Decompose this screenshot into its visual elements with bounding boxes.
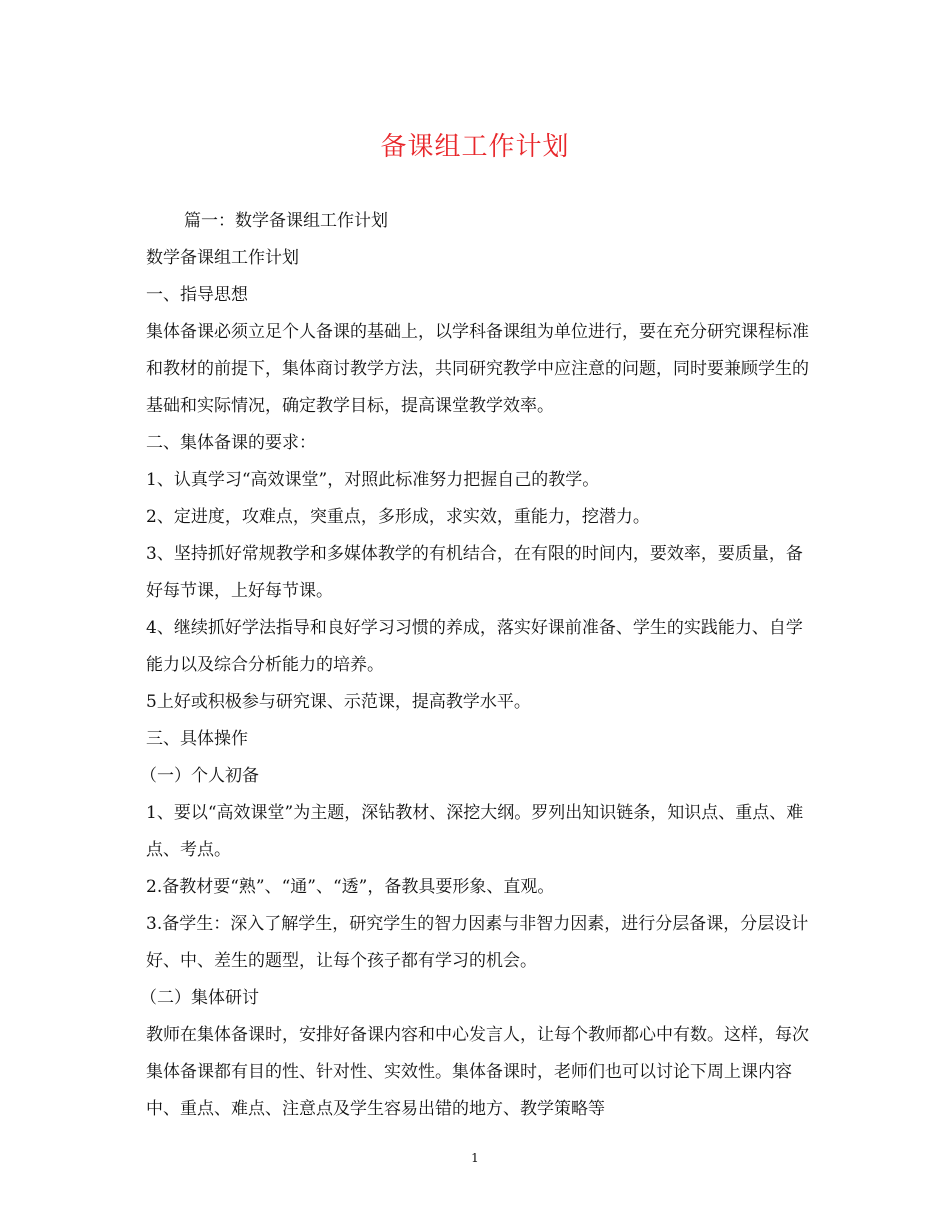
subsection-heading-1: （一）个人初备 (140, 766, 259, 786)
list-item: 3、坚持抓好常规教学和多媒体教学的有机结合，在有限的时间内，要效率，要质量，备好每节课，上好每节课。 (146, 544, 803, 601)
section-heading-1: 一、指导思想 (146, 285, 248, 305)
document-title: 备课组工作计划 (380, 132, 570, 162)
article-heading: 篇一：数学备课组工作计划 (184, 211, 388, 231)
list-item: 1、认真学习“高效课堂”，对照此标准努力把握自己的教学。 (146, 470, 600, 490)
paragraph: 教师在集体备课时，安排好备课内容和中心发言人，让每个教师都心中有数。这样，每次集体备课都有目的性、针对性、实效性。集体备课时，老师们也可以讨论下周上课内容中、重点、难点、注意点及学生容易出错的地方、教学策略等 (146, 1025, 809, 1119)
paragraph: 集体备课必须立足个人备课的基础上，以学科备课组为单位进行，要在充分研究课程标准和教材的前提下，集体商讨教学方法，共同研究教学中应注意的问题，同时要兼顾学生的基础和实际情况，确定教学目标，提高课堂教学效率。 (146, 322, 809, 416)
list-item: 1、要以“高效课堂”为主题，深钻教材、深挖大纲。罗列出知识链条，知识点、重点、难点、考点。 (146, 803, 804, 860)
plan-subtitle: 数学备课组工作计划 (146, 248, 299, 268)
list-item: 2.备教材要“熟”、“通”、“透”，备教具要形象、直观。 (146, 877, 555, 897)
list-item: 2、定进度，攻难点，突重点，多形成，求实效，重能力，挖潜力。 (146, 507, 650, 527)
document-body (140, 203, 810, 1128)
section-heading-2: 二、集体备课的要求： (146, 433, 316, 453)
list-item: 5上好或积极参与研究课、示范课，提高教学水平。 (146, 692, 531, 712)
list-item: 4、继续抓好学法指导和良好学习习惯的养成，落实好课前准备、学生的实践能力、自学能力以及综合分析能力的培养。 (146, 618, 803, 675)
list-item: 3.备学生：深入了解学生，研究学生的智力因素与非智力因素，进行分层备课，分层设计好、中、差生的题型，让每个孩子都有学习的机会。 (146, 914, 809, 971)
section-heading-3: 三、具体操作 (146, 729, 248, 749)
subsection-heading-2: （二）集体研讨 (140, 988, 259, 1008)
page-number: 1 (471, 1151, 479, 1165)
